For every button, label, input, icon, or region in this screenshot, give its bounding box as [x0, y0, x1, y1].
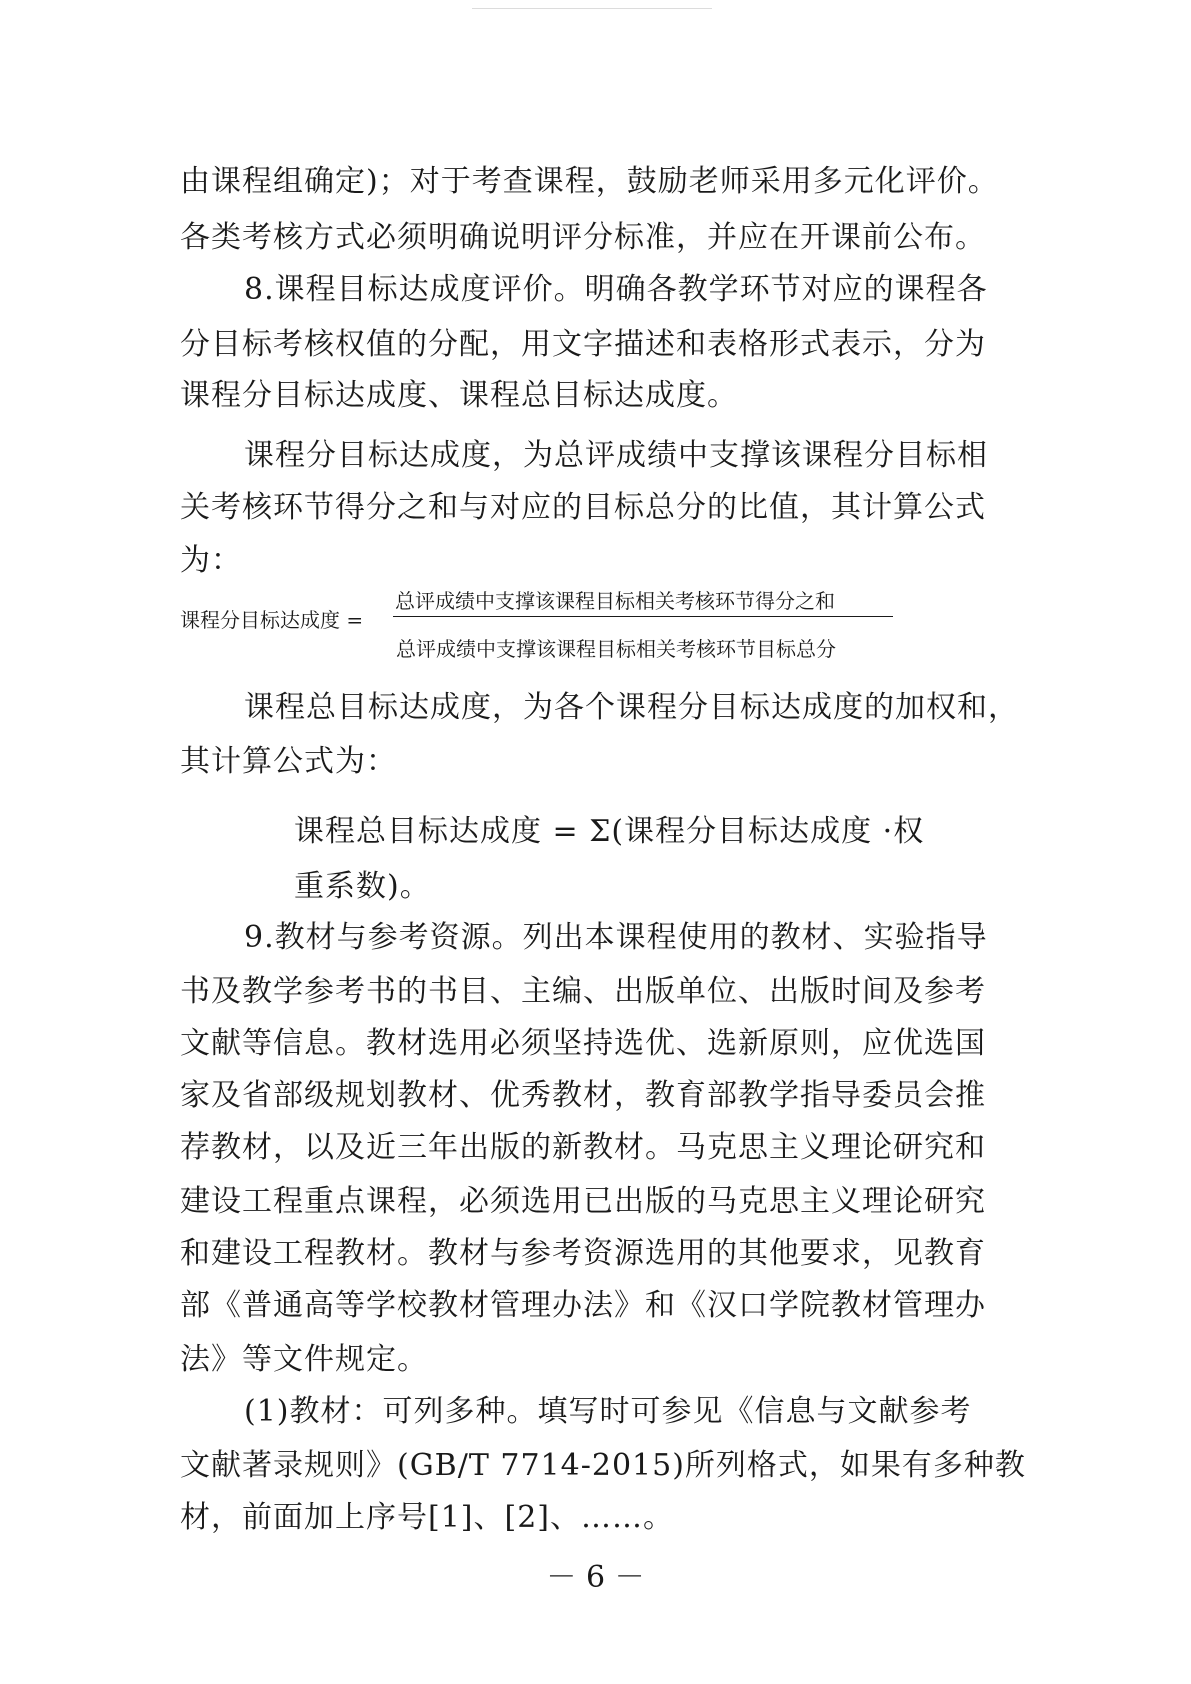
body-line: 荐教材，以及近三年出版的新教材。马克思主义理论研究和 — [180, 1130, 986, 1165]
body-line: 各类考核方式必须明确说明评分标准，并应在开课前公布。 — [180, 220, 986, 255]
formula-numerator: 总评成绩中支撑该课程目标相关考核环节得分之和 — [395, 589, 835, 613]
body-line: 材，前面加上序号[1]、[2]、……。 — [180, 1500, 674, 1535]
body-line: 由课程组确定)；对于考查课程，鼓励老师采用多元化评价。 — [180, 164, 999, 199]
body-line: 建设工程重点课程，必须选用已出版的马克思主义理论研究 — [180, 1184, 986, 1219]
body-line: 家及省部级规划教材、优秀教材，教育部教学指导委员会推 — [180, 1078, 986, 1113]
section-9-heading-line: 9.教材与参考资源。列出本课程使用的教材、实验指导 — [244, 920, 988, 955]
formula-label: 课程分目标达成度 = — [180, 608, 364, 632]
formula-denominator: 总评成绩中支撑该课程目标相关考核环节目标总分 — [396, 637, 836, 661]
body-line: 课程分目标达成度，为总评成绩中支撑该课程分目标相 — [244, 438, 988, 473]
section-8-heading-line: 8.课程目标达成度评价。明确各教学环节对应的课程各 — [244, 272, 988, 307]
body-line: 文献著录规则》(GB/T 7714-2015)所列格式，如果有多种教 — [180, 1448, 1026, 1483]
body-line: 其计算公式为： — [180, 744, 397, 779]
body-line: 部《普通高等学校教材管理办法》和《汉口学院教材管理办 — [180, 1288, 986, 1323]
page-number: － 6 － — [546, 1560, 645, 1595]
formula-total-line: 重系数)。 — [294, 869, 431, 904]
body-line: 关考核环节得分之和与对应的目标总分的比值，其计算公式 — [180, 490, 986, 525]
formula-fraction-bar — [393, 616, 893, 617]
list-item-line: (1)教材：可列多种。填写时可参见《信息与文献参考 — [244, 1394, 972, 1429]
body-line: 课程分目标达成度、课程总目标达成度。 — [180, 378, 738, 413]
body-line: 为： — [180, 543, 242, 578]
body-line: 分目标考核权值的分配，用文字描述和表格形式表示，分为 — [180, 327, 986, 362]
body-line: 书及教学参考书的书目、主编、出版单位、出版时间及参考 — [180, 974, 986, 1009]
body-line: 和建设工程教材。教材与参考资源选用的其他要求，见教育 — [180, 1236, 986, 1271]
body-line: 法》等文件规定。 — [180, 1342, 428, 1377]
body-line: 课程总目标达成度，为各个课程分目标达成度的加权和， — [244, 690, 1019, 725]
formula-total-line: 课程总目标达成度 = Σ(课程分目标达成度 ·权 — [294, 814, 925, 849]
scan-edge-mark — [472, 8, 712, 9]
body-line: 文献等信息。教材选用必须坚持选优、选新原则，应优选国 — [180, 1026, 986, 1061]
